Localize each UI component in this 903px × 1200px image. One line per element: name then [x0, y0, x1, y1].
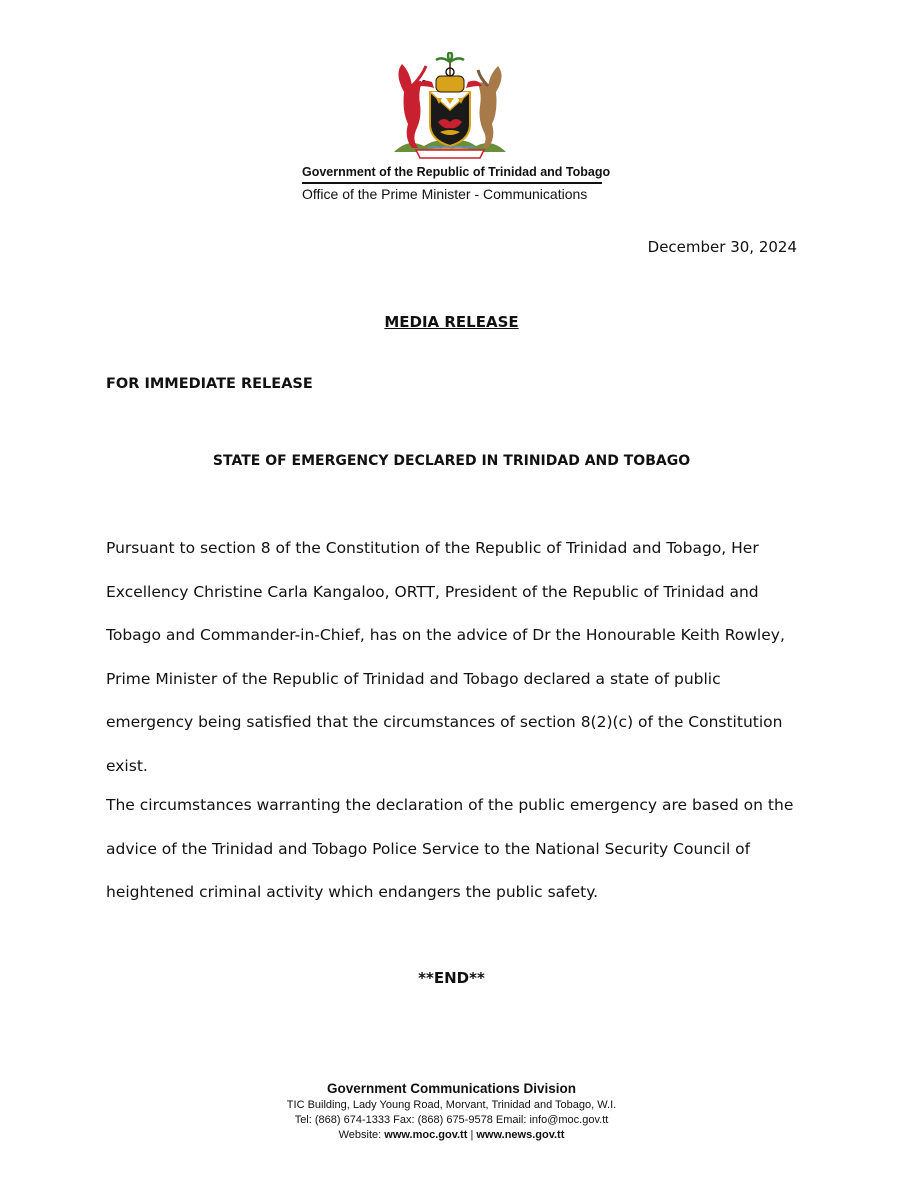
footer-contact: Tel: (868) 674-1333 Fax: (868) 675-9578 Email: info@moc.gov.tt [294, 1114, 609, 1126]
release-type: FOR IMMEDIATE RELEASE [106, 376, 313, 392]
release-date: December 30, 2024 [647, 238, 797, 256]
body-paragraph-1: Pursuant to section 8 of the Constitution of the Republic of Trinidad and Tobago, Her Excellency Christine Carla Kangaloo, ORTT, President of the Republic of Trinidad and Tobago and Commander-in-Chief, has on the advice of Dr the Honourable Keith Rowley, Prime Minister of the Republic of Trinidad and Tobago declared a state of public emergency being satisfied that the circumstances of section 8(2)(c) of the Constitution exist. [106, 539, 785, 775]
body-paragraph-2: The circumstances warranting the declaration of the public emergency are based on the advice of the Trinidad and Tobago Police Service to the National Security Council of heightened criminal activity which endangers the public safety. [106, 796, 794, 901]
headline: STATE OF EMERGENCY DECLARED IN TRINIDAD AND TOBAGO [212, 453, 691, 469]
website-label: Website: [338, 1129, 385, 1141]
end-marker: **END** [418, 969, 485, 987]
footer-address: TIC Building, Lady Young Road, Morvant, Trinidad and Tobago, W.I. [286, 1099, 617, 1111]
footer-website [0, 1128, 903, 1143]
website-separator: | [467, 1129, 477, 1141]
website-link-news[interactable]: www.news.gov.tt [476, 1129, 565, 1141]
footer [0, 1080, 903, 1143]
footer-division: Government Communications Division [326, 1081, 577, 1096]
website-link-moc[interactable]: www.moc.gov.tt [384, 1129, 468, 1141]
coat-of-arms-icon [388, 52, 512, 162]
letterhead [302, 164, 611, 203]
letterhead-office: Office of the Prime Minister - Communications [302, 186, 588, 202]
letterhead-government: Government of the Republic of Trinidad and Tobago [302, 164, 602, 184]
media-release-heading: MEDIA RELEASE [384, 313, 519, 331]
